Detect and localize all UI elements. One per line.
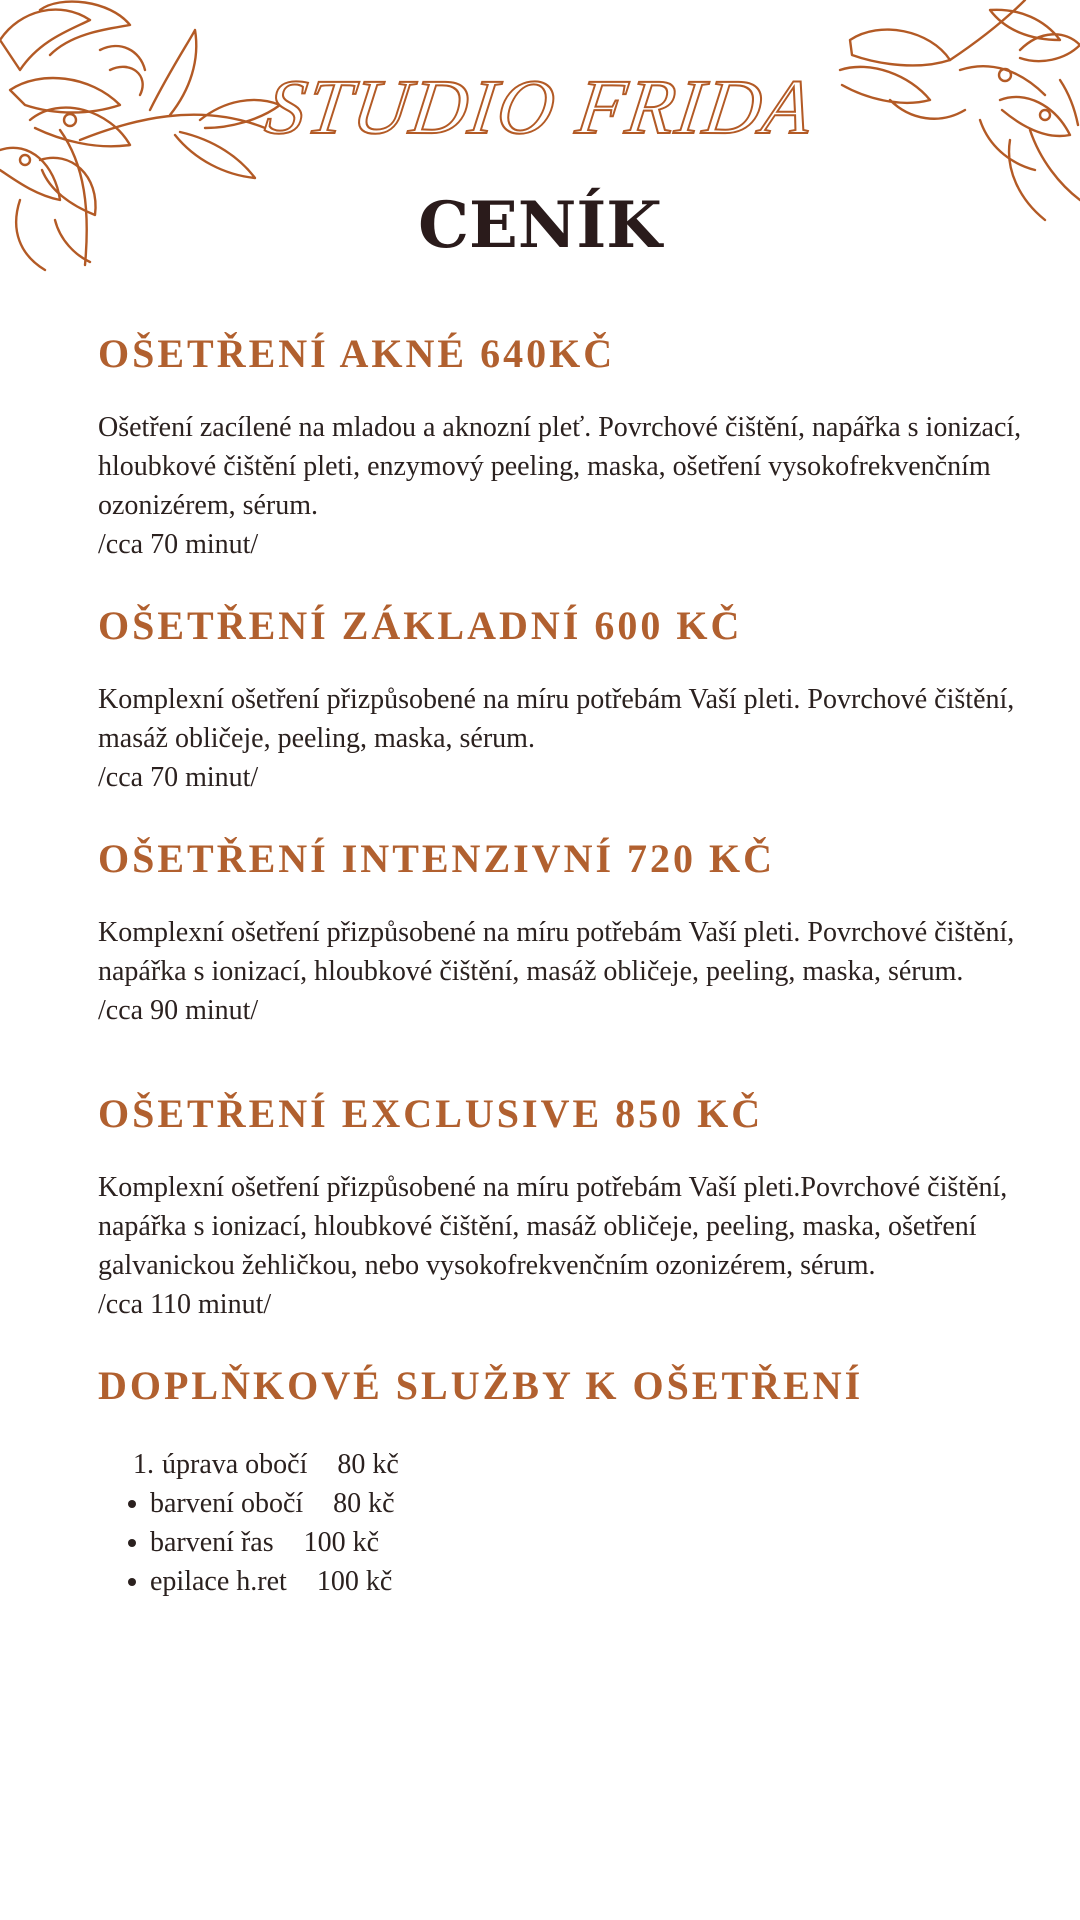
addon-list [98,1445,1038,1601]
service-duration: /cca 110 minut/ [98,1289,272,1320]
list-item [126,1523,1038,1562]
service-section-exclusive [98,1090,1038,1324]
list-item [126,1562,1038,1601]
addons-title: DOPLŇKOVÉ SLUŽBY K OŠETŘENÍ [98,1363,864,1408]
service-description: Komplexní ošetření přizpůsobené na míru potřebám Vaší pleti.Povrchové čištění, napářka s ionizací, hloubkové čištění, masáž obličeje, peeling, maska, ošetření galvanickou žehličkou, nebo vysokofrekvenčním ozonizérem, sérum. [98,1172,1008,1281]
price-list [98,330,1038,1601]
service-duration: /cca 70 minut/ [98,762,259,793]
addon-name: barvení obočí [150,1488,304,1519]
addon-price: 100 kč [303,1527,380,1558]
service-section-zakladni [98,602,1038,797]
addon-name: barvení řas [150,1527,274,1558]
service-description: Komplexní ošetření přizpůsobené na míru potřebám Vaší pleti. Povrchové čištění, masáž obličeje, peeling, maska, sérum. [98,684,1015,754]
service-description: Komplexní ošetření přizpůsobené na míru potřebám Vaší pleti. Povrchové čištění, napářka s ionizací, hloubkové čištění, masáž obličeje, peeling, maska, sérum. [98,917,1015,987]
addon-price: 100 kč [316,1566,393,1597]
addon-price: 80 kč [333,1488,395,1519]
addon-name: epilace h.ret [150,1566,287,1597]
addon-services [98,1362,1038,1601]
service-section-intenzivni [98,835,1038,1030]
addon-price: 80 kč [337,1449,399,1480]
service-description: Ošetření zacílené na mladou a aknozní pleť. Povrchové čištění, napářka s ionizací, hloubkové čištění pleti, enzymový peeling, maska, ošetření vysokofrekvenčním ozonizérem, sérum. [98,412,1022,521]
bullet-icon [128,1500,136,1508]
list-item [126,1445,1038,1484]
service-title: OŠETŘENÍ AKNÉ 640KČ [98,331,616,376]
service-section-akne [98,330,1038,564]
service-title: OŠETŘENÍ INTENZIVNÍ 720 KČ [98,836,776,881]
page-title: CENÍK [418,188,662,263]
list-number: 1. [133,1449,154,1480]
list-item [126,1484,1038,1523]
brand-logo-text: STUDIO FRIDA [260,63,820,150]
bullet-icon [128,1578,136,1586]
service-title: OŠETŘENÍ ZÁKLADNÍ 600 KČ [98,603,743,648]
service-title: OŠETŘENÍ EXCLUSIVE 850 KČ [98,1091,764,1136]
bullet-icon [128,1539,136,1547]
service-duration: /cca 70 minut/ [98,529,259,560]
service-duration: /cca 90 minut/ [98,995,259,1026]
addon-name: úprava obočí [162,1449,308,1480]
